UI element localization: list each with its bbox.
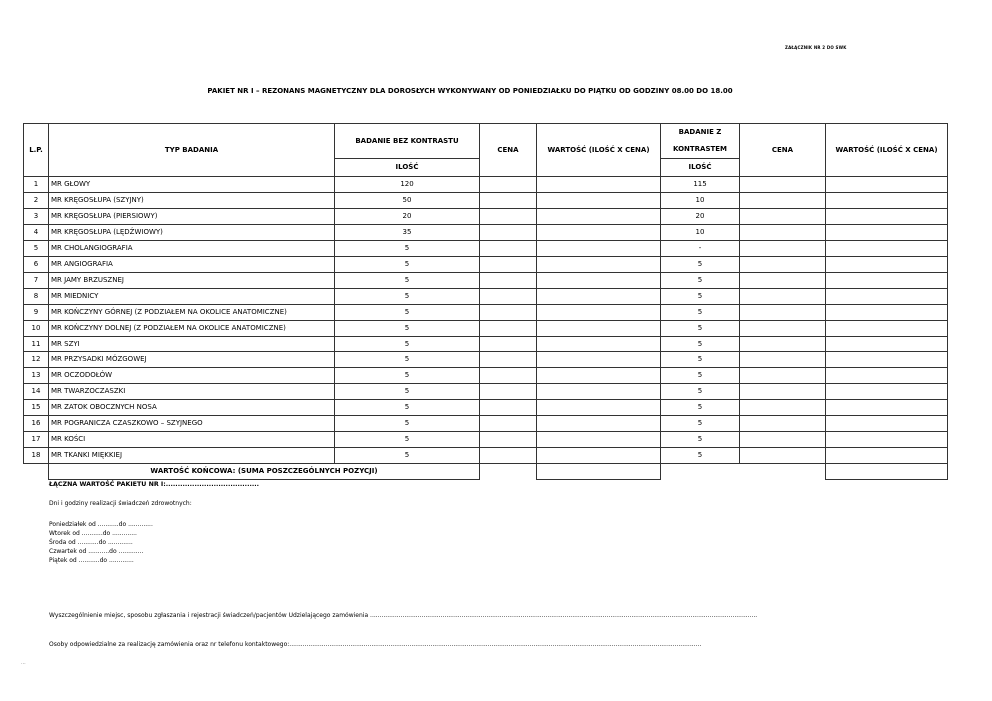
row-price-2[interactable] [740,177,826,193]
day-thursday: Czwartek od ...........do ............. [49,548,144,555]
table-row [24,400,948,416]
row-price-1[interactable] [480,272,537,288]
row-type: MR CHOLANGIOGRAFIA [49,240,335,256]
row-price-2[interactable] [740,448,826,464]
row-price-2[interactable] [740,208,826,224]
row-qty-1: 50 [335,192,480,208]
row-lp: 15 [24,400,49,416]
header-price-2: CENA [740,124,826,177]
row-price-1[interactable] [480,208,537,224]
row-value-1[interactable] [537,384,661,400]
row-price-2[interactable] [740,384,826,400]
row-type: MR KOŃCZYNY GÓRNEJ (Z PODZIAŁEM NA OKOLICE ANATOMICZNE) [49,304,335,320]
row-lp: 8 [24,288,49,304]
row-value-1[interactable] [537,256,661,272]
row-qty-1: 20 [335,208,480,224]
total-value-1[interactable] [537,464,661,480]
contact-persons-note: Osoby odpowiedzialne za realizację zamówienia oraz nr telefonu kontaktowego:........................................................................................................................................................................................................................ [49,641,702,648]
row-value-1[interactable] [537,224,661,240]
header-value-1: WARTOŚĆ (ILOŚĆ X CENA) [537,124,661,177]
row-price-2[interactable] [740,400,826,416]
row-type: MR TKANKI MIĘKKIEJ [49,448,335,464]
table-row [24,272,948,288]
row-value-2[interactable] [826,272,948,288]
table-row [24,224,948,240]
row-value-2[interactable] [826,177,948,193]
row-qty-1: 5 [335,416,480,432]
row-price-1[interactable] [480,448,537,464]
row-qty-1: 5 [335,448,480,464]
row-qty-1: 5 [335,432,480,448]
row-value-2[interactable] [826,336,948,352]
row-lp: 10 [24,320,49,336]
row-qty-1: 120 [335,177,480,193]
row-qty-1: 5 [335,336,480,352]
header-type: TYP BADANIA [49,124,335,177]
table-row [24,320,948,336]
row-type: MR TWARZOCZASZKI [49,384,335,400]
row-qty-2: 10 [661,192,740,208]
total-spacer [24,464,49,480]
row-qty-2: 5 [661,272,740,288]
row-price-1[interactable] [480,400,537,416]
row-price-1[interactable] [480,336,537,352]
row-qty-1: 5 [335,288,480,304]
row-value-2[interactable] [826,352,948,368]
row-lp: 7 [24,272,49,288]
row-price-2[interactable] [740,304,826,320]
row-qty-2: 5 [661,400,740,416]
header-qty-1: ILOŚĆ [335,159,480,177]
total-price-2-empty [740,464,826,480]
row-price-1[interactable] [480,177,537,193]
header-lp: L.P. [24,124,49,177]
row-value-2[interactable] [826,384,948,400]
row-type: MR JAMY BRZUSZNEJ [49,272,335,288]
header-no-contrast: BADANIE BEZ KONTRASTU [335,124,480,159]
header-qty-2: ILOŚĆ [661,159,740,177]
row-value-1[interactable] [537,368,661,384]
row-lp: 11 [24,336,49,352]
header-row [24,124,948,159]
row-qty-2: 5 [661,304,740,320]
row-price-2[interactable] [740,272,826,288]
row-value-1[interactable] [537,177,661,193]
row-qty-2: 5 [661,384,740,400]
registration-note: Wyszczególnienie miejsc, sposobu zgłaszania i rejestracji świadczeń/pacjentów Udzielającego zamówienia ........................................................................................................................................................................................................... [49,612,758,619]
total-price-1-empty [480,464,537,480]
row-qty-2: 5 [661,416,740,432]
row-type: MR KOŚCI [49,432,335,448]
table-row [24,256,948,272]
row-value-2[interactable] [826,400,948,416]
header-value-2: WARTOŚĆ (ILOŚĆ X CENA) [826,124,948,177]
row-qty-1: 5 [335,256,480,272]
row-value-2[interactable] [826,224,948,240]
row-value-2[interactable] [826,416,948,432]
row-qty-2: 5 [661,256,740,272]
row-qty-2: 5 [661,432,740,448]
row-qty-1: 5 [335,320,480,336]
row-lp: 18 [24,448,49,464]
row-value-1[interactable] [537,416,661,432]
table-row [24,177,948,193]
row-qty-1: 5 [335,240,480,256]
row-type: MR POGRANICZA CZASZKOWO – SZYJNEGO [49,416,335,432]
row-value-1[interactable] [537,400,661,416]
table-row [24,304,948,320]
row-qty-1: 5 [335,384,480,400]
hours-intro: Dni i godziny realizacji świadczeń zdrowotnych: [49,500,192,507]
row-qty-2: 5 [661,368,740,384]
row-value-2[interactable] [826,432,948,448]
row-qty-1: 35 [335,224,480,240]
table-row [24,384,948,400]
row-value-1[interactable] [537,336,661,352]
row-price-1[interactable] [480,288,537,304]
row-type: MR ZATOK OBOCZNYCH NOSA [49,400,335,416]
row-lp: 16 [24,416,49,432]
row-qty-1: 5 [335,304,480,320]
table-row [24,352,948,368]
day-monday: Poniedziałek od ...........do ............. [49,521,153,528]
total-label: WARTOŚĆ KOŃCOWA: (SUMA POSZCZEGÓLNYCH POZYCJI) [49,464,480,480]
table-row [24,288,948,304]
row-qty-1: 5 [335,352,480,368]
row-value-1[interactable] [537,288,661,304]
row-price-1[interactable] [480,192,537,208]
row-lp: 9 [24,304,49,320]
row-price-2[interactable] [740,192,826,208]
row-price-2[interactable] [740,224,826,240]
row-value-2[interactable] [826,240,948,256]
row-type: MR MIEDNICY [49,288,335,304]
table-row [24,448,948,464]
row-lp: 4 [24,224,49,240]
annex-label: ZAŁĄCZNIK NR 2 DO SWK [785,45,847,50]
row-qty-2: 5 [661,320,740,336]
row-value-1[interactable] [537,240,661,256]
row-price-2[interactable] [740,336,826,352]
table-row [24,208,948,224]
table-row [24,192,948,208]
corner-mark: ... [21,660,26,666]
row-type: MR KRĘGOSŁUPA (LĘDŹWIOWY) [49,224,335,240]
row-price-1[interactable] [480,352,537,368]
row-lp: 6 [24,256,49,272]
row-lp: 13 [24,368,49,384]
row-price-1[interactable] [480,368,537,384]
header-price-1: CENA [480,124,537,177]
day-friday: Piątek od ...........do ............. [49,557,134,564]
row-lp: 1 [24,177,49,193]
pricing-table [23,123,948,480]
row-value-2[interactable] [826,288,948,304]
day-wednesday: Środa od ...........do ............. [49,539,133,546]
row-qty-2: 5 [661,336,740,352]
package-total-label: ŁĄCZNA WARTOŚĆ PAKIETU NR I:....................................... [49,481,260,488]
row-type: MR OCZODOŁÓW [49,368,335,384]
row-qty-1: 5 [335,272,480,288]
row-qty-2: - [661,240,740,256]
row-type: MR SZYI [49,336,335,352]
row-lp: 12 [24,352,49,368]
table-row [24,368,948,384]
row-value-2[interactable] [826,368,948,384]
header-with-contrast: BADANIE Z KONTRASTEM [661,124,740,159]
row-price-1[interactable] [480,304,537,320]
total-row [24,464,948,480]
row-qty-1: 5 [335,400,480,416]
row-value-2[interactable] [826,448,948,464]
row-value-1[interactable] [537,208,661,224]
page-title: PAKIET NR I – REZONANS MAGNETYCZNY DLA DOROSŁYCH WYKONYWANY OD PONIEDZIAŁKU DO PIĄTKU OD GODZINY 08.00 DO 18.00 [207,87,733,95]
row-price-1[interactable] [480,416,537,432]
row-type: MR KRĘGOSŁUPA (SZYJNY) [49,192,335,208]
row-lp: 2 [24,192,49,208]
row-price-2[interactable] [740,416,826,432]
row-qty-2: 5 [661,448,740,464]
row-value-1[interactable] [537,448,661,464]
row-type: MR ANGIOGRAFIA [49,256,335,272]
row-qty-2: 10 [661,224,740,240]
table-row [24,336,948,352]
row-value-1[interactable] [537,432,661,448]
row-lp: 14 [24,384,49,400]
row-lp: 17 [24,432,49,448]
row-qty-2: 20 [661,208,740,224]
row-price-1[interactable] [480,320,537,336]
row-lp: 5 [24,240,49,256]
row-qty-1: 5 [335,368,480,384]
total-value-2[interactable] [826,464,948,480]
row-type: MR KOŃCZYNY DOLNEJ (Z PODZIAŁEM NA OKOLICE ANATOMICZNE) [49,320,335,336]
row-qty-2: 5 [661,288,740,304]
row-price-2[interactable] [740,352,826,368]
row-value-1[interactable] [537,352,661,368]
row-price-2[interactable] [740,320,826,336]
row-value-2[interactable] [826,256,948,272]
row-price-2[interactable] [740,432,826,448]
row-value-2[interactable] [826,192,948,208]
row-price-2[interactable] [740,288,826,304]
row-qty-2: 115 [661,177,740,193]
row-price-2[interactable] [740,240,826,256]
row-price-1[interactable] [480,240,537,256]
row-price-1[interactable] [480,432,537,448]
table-row [24,240,948,256]
total-qty-2-empty [661,464,740,480]
row-price-2[interactable] [740,256,826,272]
row-lp: 3 [24,208,49,224]
row-type: MR GŁOWY [49,177,335,193]
day-tuesday: Wtorek od ...........do ............. [49,530,137,537]
table-row [24,432,948,448]
row-price-1[interactable] [480,256,537,272]
row-value-1[interactable] [537,192,661,208]
row-price-2[interactable] [740,368,826,384]
row-price-1[interactable] [480,224,537,240]
row-type: MR KRĘGOSŁUPA (PIERSIOWY) [49,208,335,224]
row-value-1[interactable] [537,272,661,288]
row-value-1[interactable] [537,304,661,320]
row-value-1[interactable] [537,320,661,336]
row-qty-2: 5 [661,352,740,368]
row-price-1[interactable] [480,384,537,400]
row-value-2[interactable] [826,320,948,336]
table-row [24,416,948,432]
row-value-2[interactable] [826,304,948,320]
row-type: MR PRZYSADKI MÓZGOWEJ [49,352,335,368]
row-value-2[interactable] [826,208,948,224]
